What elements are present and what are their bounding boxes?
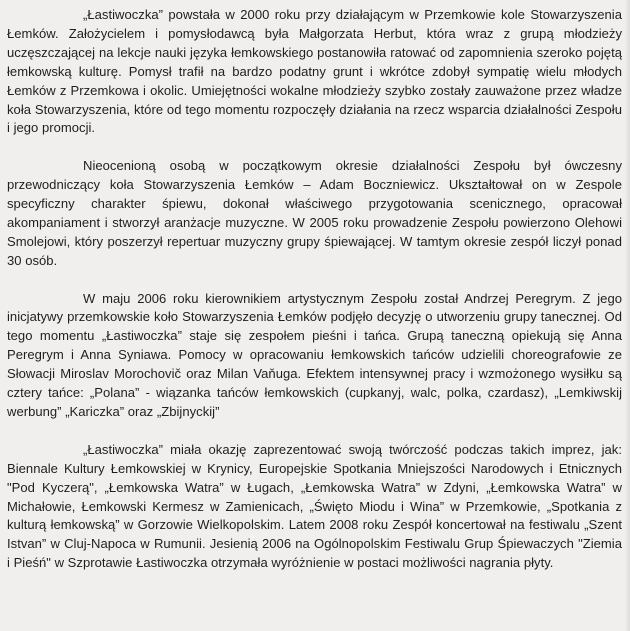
paragraph-early-leadership: Nieocenioną osobą w początkowym okresie działalności Zespołu był ówczesny przewodniczący koła Stowarzyszenia Łemków – Adam Boczniewicz. Ukształtował on w Zespole specyficzny charakter śpiewu, dokonał właściwego przygotowania scenicznego, opracował akompaniament i stworzył aranżacje muzyczne. W 2005 roku prowadzenie Zespołu powierzono Olehowi Smolejowi, który poszerzył repertuar muzyczny grupy śpiewającej. W tamtym okresie zespół liczył ponad 30 osób.: [7, 158, 622, 268]
paragraph-founding: „Łastiwoczka” powstała w 2000 roku przy działającym w Przemkowie kole Stowarzyszenia Łemków. Założycielem i pomysłodawcą była Małgorzata Herbut, która wraz z grupą młodzieży uczęszczającej na lekcje nauki języka łemkowskiego postanowiła ratować od zapomnienia szeroko pojętą łemkowską kulturę. Pomysł trafił na bardzo podatny grunt i wkrótce zdobył sympatię wielu młodych Łemków z Przemkowa i okolic. Umiejętności wokalne młodzieży szybko zostały zauważone przez władze koła Stowarzyszenia, które od tego momentu rozpoczęły działania na rzecz wsparcia działalności Zespołu i jego promocji.: [7, 7, 622, 136]
paragraph-dance-group: W maju 2006 roku kierownikiem artystycznym Zespołu został Andrzej Peregrym. Z jego inicjatywy przemkowskie koło Stowarzyszenia Łemków podjęło decyzję o utworzeniu grupy tanecznej. Od tego momentu „Łastiwoczka” staje się zespołem pieśni i tańca. Grupą taneczną opiekują się Anna Peregrym i Anna Syniawa. Pomocy w opracowaniu łemkowskich tańców udzielili choreografowie ze Słowacji Miroslav Morochovič oraz Milan Vaňuga. Efektem intensywnej pracy i wzmożonego wysiłku są cztery tańce: „Polana” - wiązanka tańców łemkowskich (cupkanyj, walc, polka, czardasz), „Lemkiwskij werbung” „Kariczka” oraz „Zbijnyckij”: [7, 290, 622, 419]
paragraph-performances: „Łastiwoczka” miała okazję zaprezentować swoją twórczość podczas takich imprez, jak: Biennale Kultury Łemkowskiej w Krynicy, Europejskie Spotkania Mniejszości Narodowych i Etnicznych "Pod Kyczerą", „Łemkowska Watra” w Ługach, „Łemkowska Watra” w Zdyni, „Łemkowska Watra” w Michałowie, Łemkowski Kermesz w Zamienicach, „Święto Miodu i Wina” w Przemkowie, „Spotkania z kulturą łemkowską” w Gorzowie Wielkopolskim. Latem 2008 roku Zespół koncertował na festiwalu „Szent Istvan” w Cluj-Napoca w Rumunii. Jesienią 2006 na Ogólnopolskim Festiwalu Grup Śpiewaczych "Ziemia i Pieśń" w Szprotawie Łastiwoczka otrzymała wyróżnienie w postaci możliwości nagrania płyty.: [7, 441, 622, 571]
scan-edge-shadow: [625, 0, 630, 631]
